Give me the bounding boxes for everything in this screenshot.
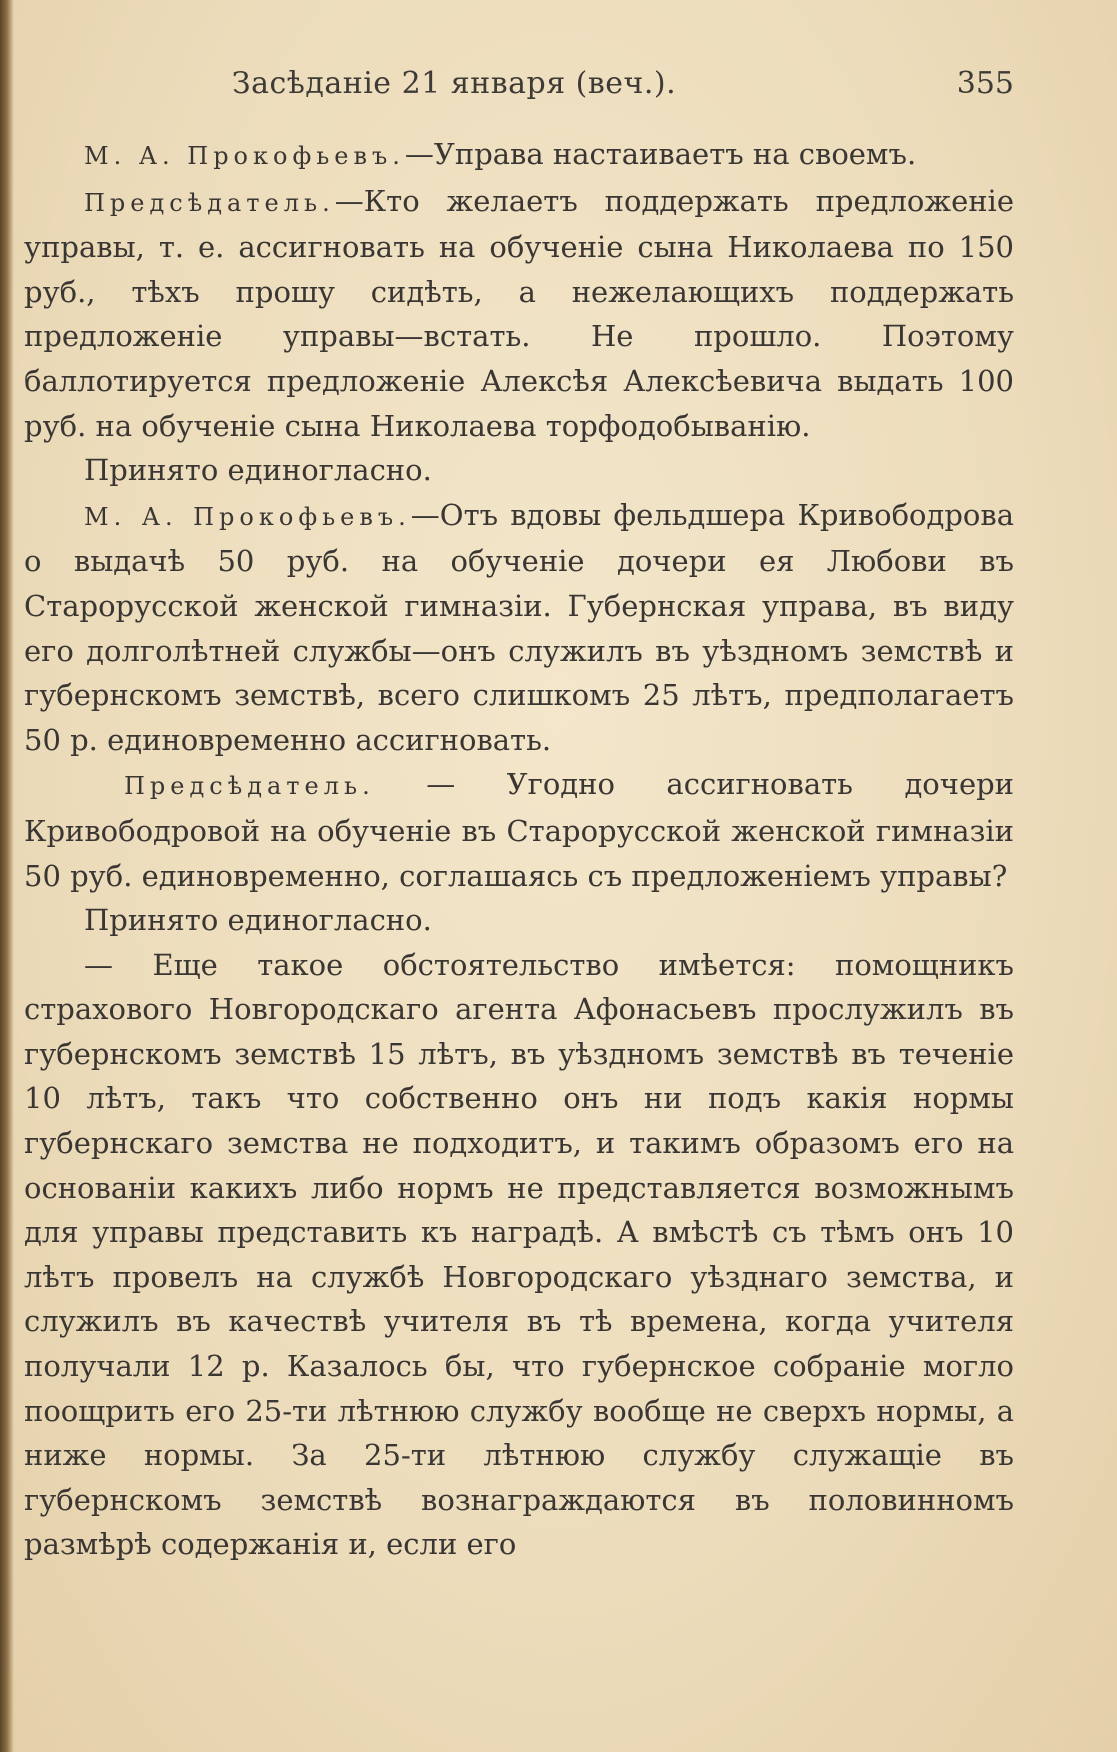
paragraph <box>24 448 1014 493</box>
paragraph <box>24 898 1014 943</box>
paragraph <box>24 493 1014 763</box>
paragraph-text: —Отъ вдовы фельдшера Кривободрова о выдачѣ 50 руб. на обученіе дочери ея Любови въ Старорусской женской гимназіи. Губернская управа, въ виду его долголѣтней службы—онъ служилъ въ уѣздномъ земствѣ и губернскомъ земствѣ, всего слишкомъ 25 лѣтъ, предполагаетъ 50 р. единовременно ассигновать. <box>24 497 1015 757</box>
page-binding-edge <box>0 0 14 1752</box>
paragraph-text: — Еще такое обстоятельство имѣется: помощникъ страхового Новгородскаго агента Афонасьевъ прослужилъ въ губернскомъ земствѣ 15 лѣтъ, въ уѣздномъ земствѣ въ теченіе 10 лѣтъ, такъ что собственно онъ ни подъ какія нормы губернскаго земства не подходитъ, и такимъ образомъ его на основаніи какихъ либо нормъ не представляется возможнымъ для управы представить къ наградѣ. А вмѣстѣ съ тѣмъ онъ 10 лѣтъ провелъ на службѣ Новгородскаго уѣзднаго земства, и служилъ въ качествѣ учителя въ тѣ времена, когда учителя получали 12 р. Казалось бы, что губернское собраніе могло поощрить его 25-ти лѣтнюю службу вообще не сверхъ нормы, а ниже нормы. За 25-ти лѣтнюю службу служащіе въ губернскомъ земствѣ вознаграждаются въ половинномъ размѣрѣ содержанія и, если его <box>24 947 1014 1562</box>
paragraph-text: Принято единогласно. <box>84 903 432 938</box>
speaker-name: М. А. Прокофьевъ. <box>84 502 411 531</box>
running-head-title: Засѣданіе 21 января (веч.). <box>231 66 677 101</box>
paragraph <box>24 132 1014 179</box>
page-number: 355 <box>956 66 1014 101</box>
paragraph <box>24 943 1014 1567</box>
body-text <box>24 132 1014 1567</box>
paragraph-text: —Кто желаетъ поддержать предложеніе управы, т. е. ассигновать на обученіе сына Николаева по 150 руб., тѣхъ прошу сидѣть, а нежелающихъ поддержать предложеніе управы—встать. Не прошло. Поэтому баллотируется предложеніе Алексѣя Алексѣевича выдать 100 руб. на обученіе сына Николаева торфодобыванію. <box>24 183 1014 443</box>
speaker-name: М. А. Прокофьевъ. <box>84 142 405 170</box>
paragraph-text: —Управа настаиваетъ на своемъ. <box>404 137 917 171</box>
speaker-name: Предсѣдатель. <box>84 188 335 217</box>
running-head <box>24 58 1014 114</box>
paragraph <box>24 762 1014 898</box>
paragraph <box>24 179 1014 449</box>
speaker-name: Предсѣдатель. <box>124 772 375 801</box>
paragraph-text: — Угодно ассигновать дочери Кривободровой на обученіе въ Старорусской женской гимназіи 50 руб. единовременно, соглашаясь съ предложеніемъ управы? <box>24 767 1014 893</box>
paragraph-text: Принято единогласно. <box>84 453 432 488</box>
